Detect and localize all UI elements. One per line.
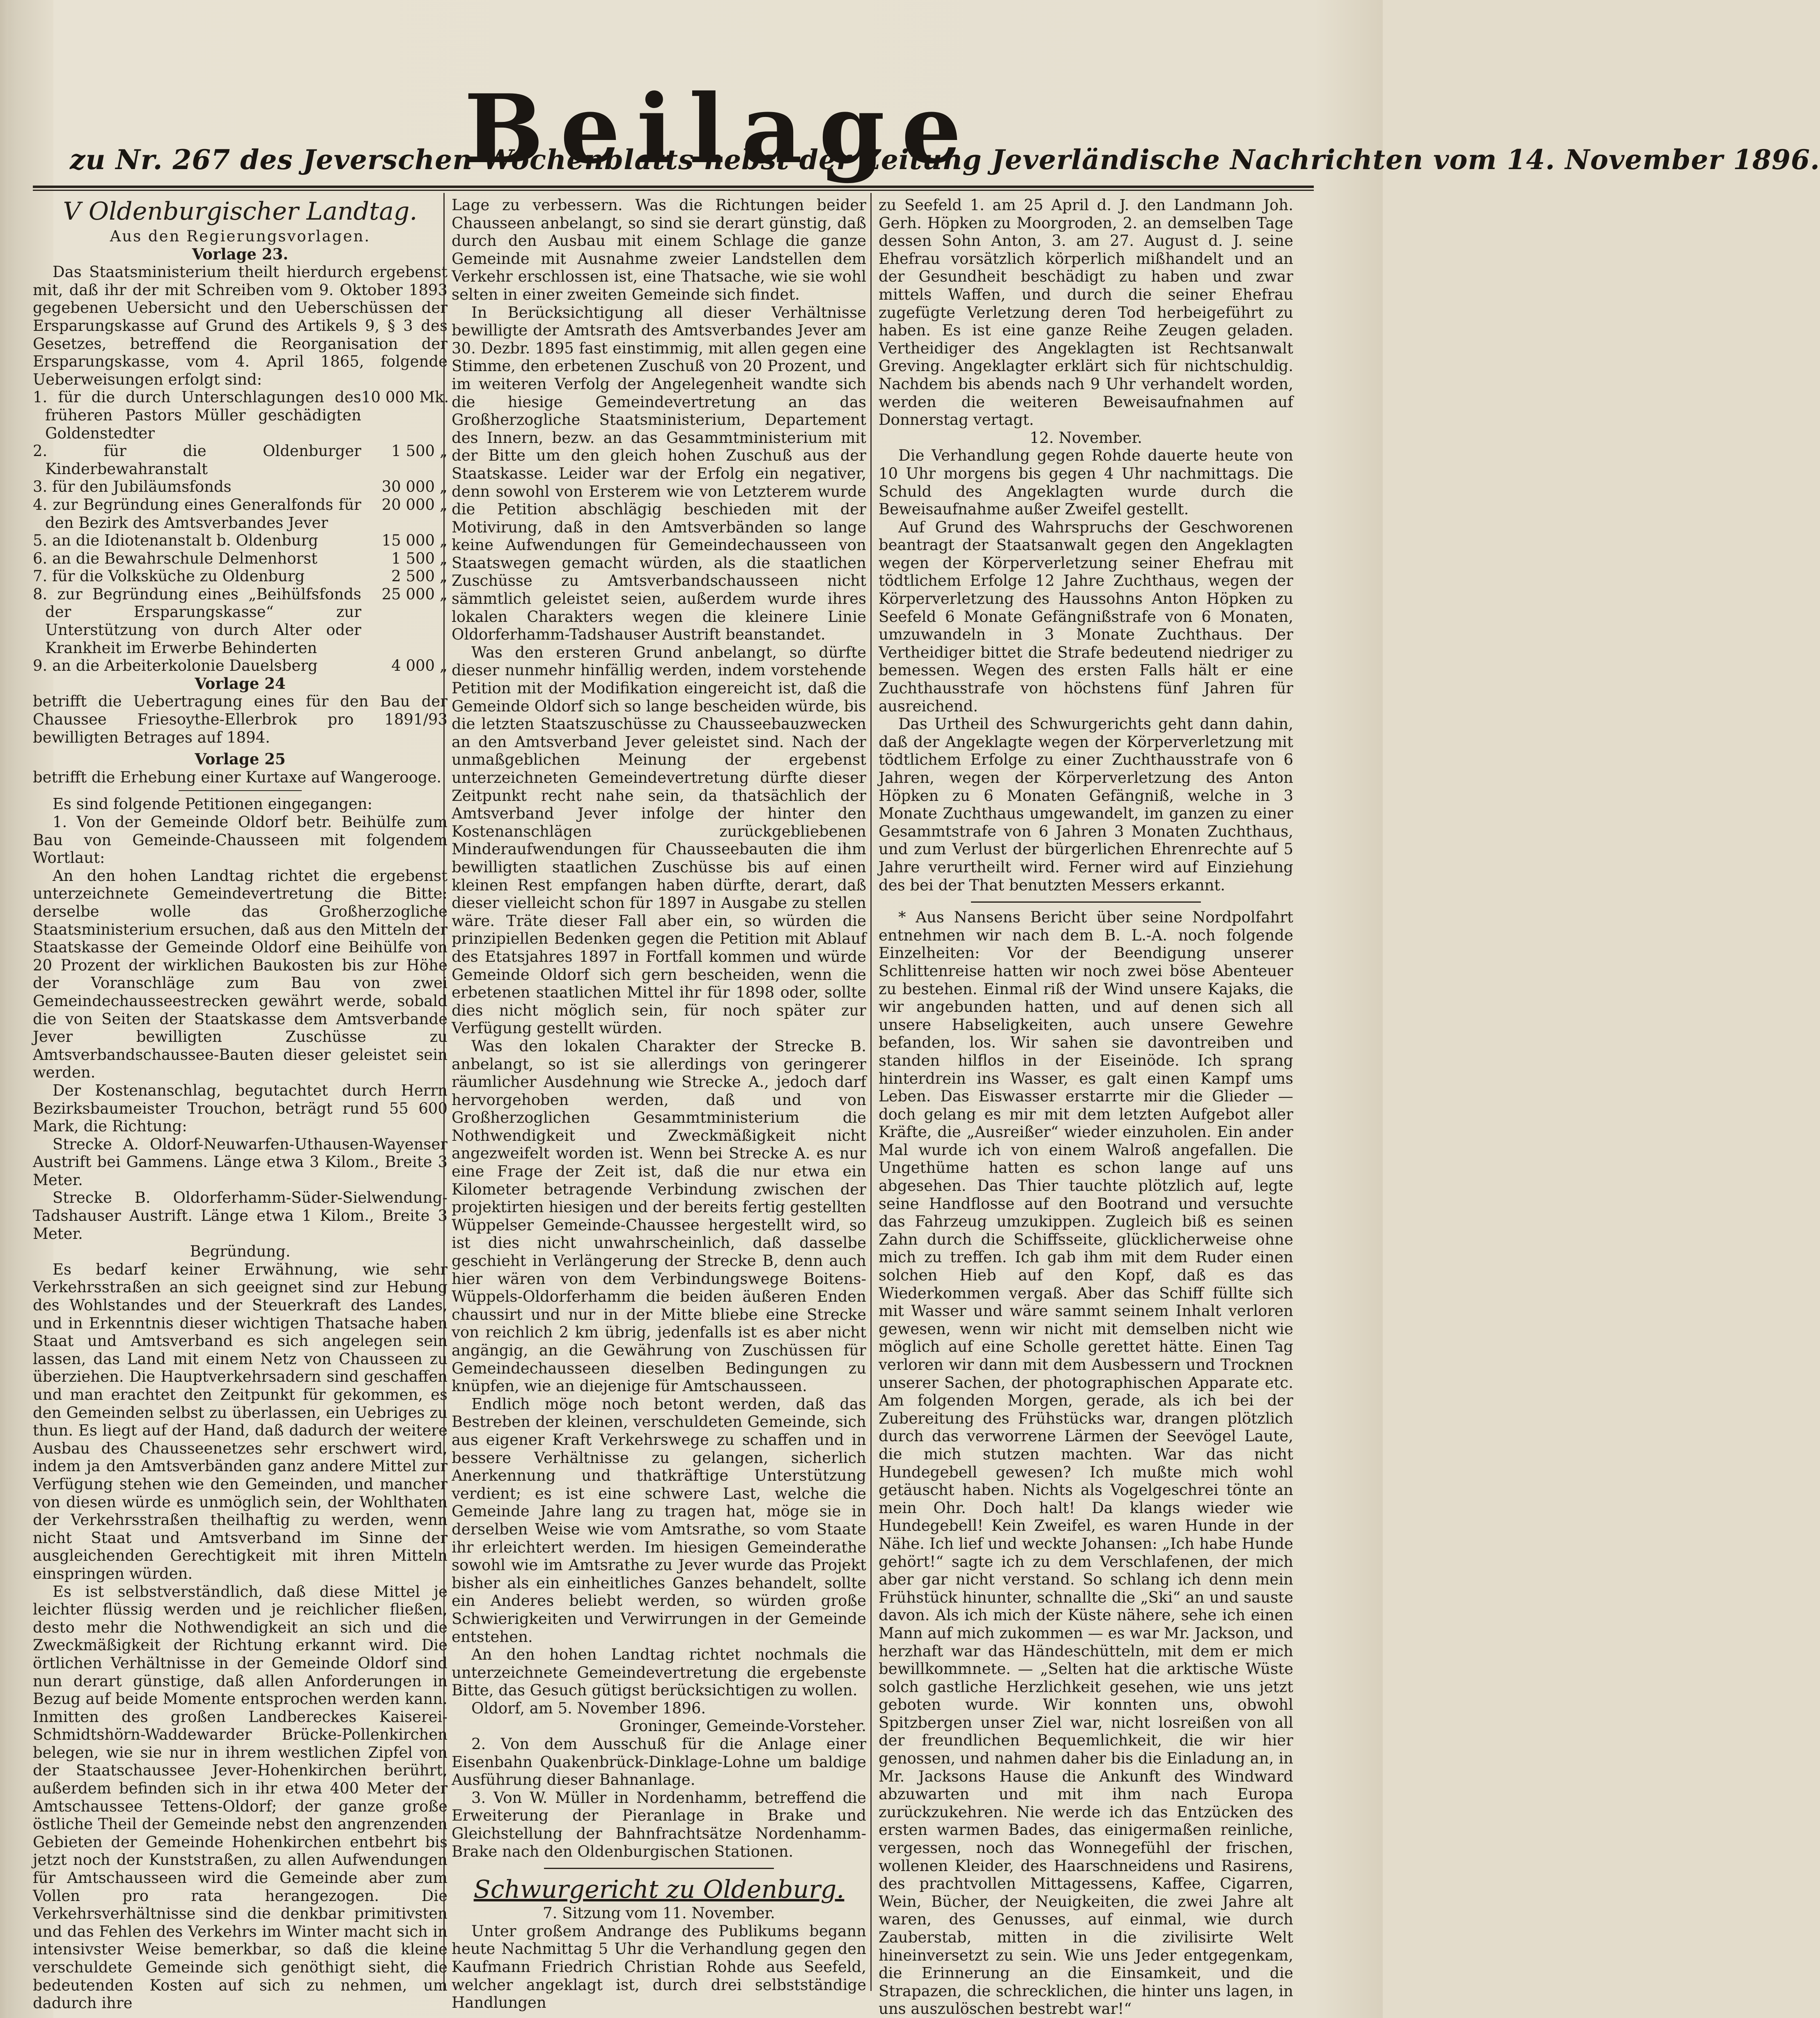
paragraph: Was den ersteren Grund anbelangt, so dürfte dieser nunmehr hinfällig werden, indem vorstehende Petition mit der Modifikation eingereicht ist, daß die Gemeinde Oldorf sich so lange bescheiden würde, bis die letzten Staatszuschüsse zu Chausseebauzwecken an den Amtsverband Jever geleistet sind. Nach der unmaßgeblichen Meinung der ergebenst unterzeichneten Gemeindevertretung dürfte dieser Zeitpunkt recht nahe sein, da thatsächlich der Amtsverband Jever infolge der hinter den Kostenanschlägen zurückgebliebenen Minderaufwendungen für Chausseebauten die ihm bewilligten staatlichen Zuschüsse bis auf einen kleinen Rest empfangen haben dürfte, derart, daß dieser vielleicht schon für 1897 in Ausgabe zu stellen wäre. Träte dieser Fall aber ein, so würden die prinzipiellen Bedenken gegen die Petition mit Ablauf des Etatsjahres 1897 in Fortfall kommen und würde Gemeinde Oldorf sich gern bescheiden, wenn die erbetenen staatlichen Mittel ihr für 1898 oder, sollte dies nicht möglich sein, für noch später zur Verfügung gestellt würden. bbox=[452, 643, 866, 1037]
divider bbox=[971, 901, 1201, 903]
paragraph: An den hohen Landtag richtet nochmals die unterzeichnete Gemeindevertretung die ergebenste Bitte, das Gesuch gütigst berücksichtigen zu wollen. bbox=[452, 1646, 866, 1699]
masthead-title: Beilage bbox=[464, 74, 978, 185]
header-rule bbox=[33, 186, 1314, 188]
paragraph: In Berücksichtigung all dieser Verhältnisse bewilligte der Amtsrath des Amtsverbandes Jever am 30. Dezbr. 1895 fast einstimmig, mit allen gegen eine Stimme, den erbetenen Zuschuß von 20 Prozent, und im weiteren Verfolg der Angelegenheit wandte sich die hiesige Gemeindevertretung an das Großherzogliche Staatsministerium, Departement des Innern, bezw. an das Gesammtministerium mit der Bitte um den gleich hohen Zuschuß aus der Staatskasse. Leider war der Erfolg ein negativer, denn sowohl von Ersterem wie von Letzterem wurde die Petition abschlägig beschieden mit der Motivirung, daß in den Amtsverbänden so lange keine Aufwendungen für Gemeindechausseen von Staatswegen gemacht würden, als die staatlichen Zuschüsse zu Amtsverbandschausseen nicht sämmtlich geleistet seien, außerdem wurde ihres lokalen Charakters wegen die kleinere Linie Oldorferhamm-Tadshauser Austrift beanstandet. bbox=[452, 303, 866, 644]
list-item: 4. zur Begründung eines Generalfonds für den Bezirk des Amtsverbandes Jever 20 000 „ bbox=[33, 495, 448, 532]
petition-2: 2. Von dem Ausschuß für die Anlage einer Eisenbahn Quakenbrück-Dinklage-Lohne um baldige Ausführung dieser Bahnanlage. bbox=[452, 1735, 866, 1789]
route-a: Strecke A. Oldorf-Neuwarfen-Uthausen-Wayenser Austrift bei Gammens. Länge etwa 3 Kilom., Breite 3 Meter. bbox=[33, 1135, 448, 1189]
list-item: 2. für die Oldenburger Kinderbewahranstalt 1 500 „ bbox=[33, 442, 448, 478]
divider bbox=[544, 1868, 774, 1869]
justification-title: Begründung. bbox=[190, 1243, 291, 1261]
petitions-intro: Es sind folgende Petitionen eingegangen: bbox=[53, 795, 373, 813]
paragraph: Lage zu verbessern. Was die Richtungen beider Chausseen anbelangt, so sind sie derart günstig, daß durch den Ausbau mit einem Schlage die ganze Gemeinde mit Ausnahme zweier Landstellen dem Verkehr erschlossen ist, eine Thatsache, wie sie wohl selten in einer zweiten Gemeinde sich findet. bbox=[452, 196, 866, 303]
vorlage-23-title: Vorlage 23. bbox=[192, 245, 289, 263]
vorlage-25-text: betrifft die Erhebung einer Kurtaxe auf Wangerooge. bbox=[33, 768, 442, 786]
paragraph: Was den lokalen Charakter der Strecke B. anbelangt, so ist sie allerdings von geringerer räumlicher Ausdehnung wie Strecke A., jedoch darf hervorgehoben werden, daß und von Großherzoglichen Gesammtministerium die Nothwendigkeit und Zweckmäßigkeit nicht angezweifelt worden ist. Wenn bei Strecke A. es nur eine Frage der Zeit ist, daß die nur etwa ein Kilometer betragende Verbindung zwischen der projektirten hiesigen und der bereits fertig gestellten Wüppelser Gemeinde-Chaussee hergestellt wird, so ist dies nicht unwahrscheinlich, daß dasselbe geschieht in Verlängerung der Strecke B, denn auch hier wären von dem Verbindungswege Boitens-Wüppels-Oldorferhamm die beiden äußeren Enden chaussirt und nur in der Mitte bliebe eine Strecke von reichlich 2 km übrig, jedenfalls ist es aber nicht angängig, an die Gewährung von Zuschüssen für Gemeindechausseen dieselben Bedingungen zu knüpfen, wie an diejenige für Amtschausseen. bbox=[452, 1037, 866, 1395]
list-item: 8. zur Begründung eines „Beihülfsfonds der Ersparungskasse“ zur Unterstützung von durch Alter oder Krankheit im Erwerbe Behinderten 25 000 „ bbox=[33, 585, 448, 657]
justification-text: Es bedarf keiner Erwähnung, wie sehr Verkehrsstraßen an sich geeignet sind zur Hebung des Wohlstandes und der Steuerkraft des Landes, und in Erkenntnis dieser wichtigen Thatsache haben Staat und Amtsverband es sich angelegen sein lassen, das Land mit einem Netz von Chausseen zu überziehen. Die Hauptverkehrsadern sind geschaffen und man erachtet den Zeitpunkt für gekommen, es den Gemeinden selbst zu überlassen, ein Uebriges zu thun. Es liegt auf der Hand, daß dadurch der weitere Ausbau des Chausseenetzes sehr erschwert wird, indem ja den Amtsverbänden ganz andere Mittel zur Verfügung stehen wie den Gemeinden, und mancher von diesen würde es unmöglich sein, der Wohlthaten der Verkehrsstraßen theilhaftig zu werden, wenn nicht Staat und Amtsverband im Sinne der ausgleichenden Gerechtigkeit mit ihren Mitteln einspringen würden. bbox=[33, 1260, 448, 1582]
list-item: 3. für den Jubiläumsfonds 30 000 „ bbox=[33, 478, 448, 496]
paragraph: Auf Grund des Wahrspruchs der Geschworenen beantragt der Staatsanwalt gegen den Angeklagten wegen der Körperverletzung seiner Ehefrau mit tödtlichem Erfolge 12 Jahre Zuchthaus, wegen der Körperverletzung des Haussohns Anton Höpken zu Seefeld 6 Monate Gefängnißstrafe von 6 Monaten, umzuwandeln in 3 Monate Zuchthaus. Der Vertheidiger bittet die Strafe bedeutend niedriger zu bemessen. Wegen des ersten Falls hält er eine Zuchthausstrafe von höchstens fünf Jahren für ausreichend. bbox=[879, 518, 1293, 715]
petition-1-text: An den hohen Landtag richtet die ergebenst unterzeichnete Gemeindevertretung die Bitte: derselbe wolle das Großherzogliche Staatsministerium ersuchen, daß aus den Mitteln der Staatskasse der Gemeinde Oldorf eine Beihülfe von 20 Prozent der wirklichen Baukosten bis zur Höhe der Voranschläge zum Bau von zwei Gemeindechausseestrecken gewährt werde, sobald die von Seiten der Staatskasse dem Amtsverbande Jever bewilligten Zuschüsse zu Amtsverbandschaussee-Bauten dieser geleistet sein werden. bbox=[33, 867, 448, 1082]
list-item: 5. an die Idiotenanstalt b. Oldenburg 15 000 „ bbox=[33, 532, 448, 550]
court-heading: Schwurgericht zu Oldenburg. bbox=[473, 1875, 845, 1904]
nansen-report: * Aus Nansens Bericht über seine Nordpolfahrt entnehmen wir nach dem B. L.-A. noch folgende Einzelheiten: Vor der Beendigung unserer Schlittenreise hatten wir noch zwei böse Abenteuer zu bestehen. Einmal riß der Wind unsere Kajaks, die wir angebunden hatten, und auf denen sich all unsere Habseligkeiten, auch unsere Gewehre befanden, los. Wir sahen sie davontreiben und standen hilflos in der Eiseinöde. Ich sprang hinterdrein ins Wasser, es galt einen Kampf ums Leben. Das Eiswasser erstarrte mir die Glieder — doch gelang es mir mit dem letzten Aufgebot aller Kräfte, die „Ausreißer“ wieder einzuholen. Ein ander Mal wurde ich von einem Walroß angefallen. Die Ungethüme hatten es schon lange auf uns abgesehen. Das Thier tauchte plötzlich auf, legte seine Handflosse auf den Bootrand und versuchte das Fahrzeug umzukippen. Zugleich biß es seinen Zahn durch die Schiffsseite, glücklicherweise ohne mich zu treffen. Ich gab ihm mit dem Ruder einen solchen Hieb auf den Kopf, daß es das Wiederkommen vergaß. Aber das Schiff füllte sich mit Wasser und wäre sammt seinem Inhalt verloren gewesen, wenn wir nicht mit demselben nicht wie möglich auf eine Scholle gerettet hätte. Einen Tag verloren wir dann mit dem Ausbessern und Trocknen unserer Sachen, der photographischen Apparate etc. Am folgenden Morgen, gerade, als ich bei der Zubereitung des Frühstücks war, drangen plötzlich durch das verworrene Lärmen der Seevögel Laute, die mich stutzen machten. War das nicht Hundegebell gewesen? Ich mußte mich wohl getäuscht haben. Nichts als Vogelgeschrei tönte an mein Ohr. Doch halt! Da klangs wieder wie Hundegebell! Kein Zweifel, es waren Hunde in der Nähe. Ich lief und weckte Johansen: „Ich habe Hunde gehört!“ sagte ich zu dem Verschlafenen, der mich aber gar nicht verstand. So schlang ich denn mein Frühstück hinunter, schnallte die „Ski“ an und sauste davon. Als ich mich der Küste nähere, sehe ich einen Mann auf mich zukommen — es war Mr. Jackson, und herzhaft war das Händeschütteln, mit dem er mich bewillkommnete. — „Selten hat die arktische Wüste solch gastliche Herzlichkeit gesehen, wie uns jetzt geboten wurde. Wir konnten uns, obwohl Spitzbergen unser Ziel war, nicht losreißen von all der freundlichen Bequemlichkeit, die wir hier genossen, und nahmen daher bis die Einladung an, in Mr. Jacksons Hause die Ankunft des Windward abzuwarten und mit ihm nach Europa zurückzukehren. Nie werde ich das Entzücken des ersten warmen Bades, das einigermaßen reinliche, vergessen, noch das Wonnegefühl der frischen, wollenen Kleider, des Haarschneidens und Rasirens, des prachtvollen Mittagessens, Kaffee, Cigarren, Wein, Bücher, der Neuigkeiten, die zwei Jahre alt waren, des Genusses, auf einmal, wie durch Zauberstab, mitten in die zivilisirte Welt hineinversetzt zu sein. Wie uns Jeder entgegenkam, die Erinnerung an die Einsamkeit, und die Strapazen, die schrecklichen, die hinter uns lagen, in uns auszulöschen bestrebt war!“ bbox=[879, 908, 1293, 2018]
vorlage-24-text: betrifft die Uebertragung eines für den Bau der Chaussee Friesoythe-Ellerbrok pro 1891/93 bewilligten Betrages auf 1894. bbox=[33, 693, 448, 746]
list-item: 1. für die durch Unterschlagungen des früheren Pastors Müller geschädigten Goldenstedter 10 000 Mk. bbox=[33, 388, 449, 442]
column-1 bbox=[33, 196, 448, 2012]
paragraph: Endlich möge noch betont werden, daß das Bestreben der kleinen, verschuldeten Gemeinde, sich aus eigener Kraft Verkehrswege zu schaffen und in bessere Verhältnisse zu gelangen, sicherlich Anerkennung und thatkräftige Unterstützung verdient; es ist eine schwere Last, welche die Gemeinde Jahre lang zu tragen hat, möge sie in derselben Weise wie vom Amtsrathe, so vom Staate ihr erleichtert werden. Im hiesigen Gemeinderathe sowohl wie im Amtsrathe zu Jever wurde das Projekt bisher als ein einheitliches Ganzes behandelt, sollte ein Anderes beliebt werden, so würden große Schwierigkeiten und Verwirrungen in der Gemeinde entstehen. bbox=[452, 1395, 866, 1646]
masthead-subtitle: zu Nr. 267 des Jeverschen Wochenblatts nebst der Zeitung Jeverländische Nachrichten vom 14. November 1896. bbox=[70, 144, 1820, 176]
list-item: 9. an die Arbeiterkolonie Dauelsberg 4 000 „ bbox=[33, 657, 448, 675]
vorlage-23-text: Das Staatsministerium theilt hierdurch ergebenst mit, daß ihr der mit Schreiben vom 9. Oktober 1893 gegebenen Uebersicht und den Ueberschüssen der Ersparungskasse auf Grund des Artikels 9, § 3 des Gesetzes, betreffend die Reorganisation der Ersparungskasse, vom 4. April 1865, folgende Ueberweisungen erfolgt sind: bbox=[33, 263, 448, 388]
court-session: 7. Sitzung vom 11. November. bbox=[543, 1904, 775, 1922]
list-item: 7. für die Volksküche zu Oldenburg 2 500 „ bbox=[33, 567, 448, 585]
paragraph: zu Seefeld 1. am 25 April d. J. den Landmann Joh. Gerh. Höpken zu Moorgroden, 2. an demselben Tage dessen Sohn Anton, 3. am 27. August d. J. seine Ehefrau vorsätzlich körperlich mißhandelt und an der Gesundheit beschädigt zu haben und zwar mittels Waffen, und durch die seiner Ehefrau zugefügte Verletzung deren Tod herbeigeführt zu haben. Es ist eine ganze Reihe Zeugen geladen. Vertheidiger des Angeklagten ist Rechtsanwalt Greving. Angeklagter erklärt sich für nichtschuldig. Nachdem bis abends nach 9 Uhr verhandelt worden, werden die weiteren Beweisaufnahmen auf Donnerstag vertagt. bbox=[879, 196, 1293, 429]
petition-1-title: 1. Von der Gemeinde Oldorf betr. Beihülfe zum Bau von Gemeinde-Chausseen mit folgendem Wortlaut: bbox=[33, 813, 448, 867]
column-divider bbox=[870, 193, 872, 1991]
divider bbox=[179, 790, 302, 791]
list-item: 6. an die Bewahrschule Delmenhorst 1 500 „ bbox=[33, 549, 448, 567]
paragraph: Die Verhandlung gegen Rohde dauerte heute von 10 Uhr morgens bis gegen 4 Uhr nachmittags. Die Schuld des Angeklagten wurde durch die Beweisaufnahme außer Zweifel gestellt. bbox=[879, 447, 1293, 518]
signature-name: Groninger, Gemeinde-Vorsteher. bbox=[619, 1717, 866, 1735]
justification-text-2: Es ist selbstverständlich, daß diese Mittel je leichter flüssig werden und je reichlicher fließen, desto mehr die Nothwendigkeit an sich und die Zweckmäßigkeit der Richtung erkannt wird. Die örtlichen Verhältnisse in der Gemeinde Oldorf sind nun derart günstige, daß allen Anforderungen in Bezug auf beide Momente entsprochen werden kann. Inmitten des großen Landbereckes Kaiserei-Schmidtshörn-Waddewarder Brücke-Pollenkirchen belegen, wie sie nur in ihrem westlichen Zipfel von der Staatschaussee Jever-Hohenkirchen berührt, außerdem befinden sich in ihr etwa 400 Meter der Amtschaussee Tettens-Oldorf; der ganze große östliche Theil der Gemeinde nebst den angrenzenden Gebieten der Gemeinde Hohenkirchen entbehrt bis jetzt noch der Kunststraßen, zu allen Aufwendungen für Amtschausseen wird die Gemeinde aber zum Vollen pro rata herangezogen. Die Verkehrsverhältnisse sind die denkbar primitivsten und das Fehlen des Verkehrs im Winter macht sich in intensivster Weise bemerkbar, so daß die kleine verschuldete Gemeinde sich genöthigt sieht, die bedeutenden Kosten auf sich zu nehmen, um dadurch ihre bbox=[33, 1582, 448, 2012]
section-heading: V Oldenburgischer Landtag. bbox=[63, 197, 418, 226]
cost-estimate: Der Kostenanschlag, begutachtet durch Herrn Bezirksbaumeister Trouchon, beträgt rund 55 600 Mark, die Richtung: bbox=[33, 1081, 448, 1135]
vorlage-24-title: Vorlage 24 bbox=[195, 674, 286, 693]
header-rule-thin bbox=[33, 190, 1314, 191]
column-2 bbox=[452, 196, 866, 2012]
date-heading: 12. November. bbox=[1029, 429, 1143, 447]
court-text: Unter großem Andrange des Publikums begann heute Nachmittag 5 Uhr die Verhandlung gegen den Kaufmann Friedrich Christian Rohde aus Seefeld, welcher angeklagt ist, durch drei selbstständige Handlungen bbox=[452, 1922, 866, 2012]
column-3 bbox=[879, 196, 1293, 2018]
petition-3: 3. Von W. Müller in Nordenhamm, betreffend die Erweiterung der Pieranlage in Brake und Gleichstellung der Bahnfrachtsätze Nordenhamm-Brake nach den Oldenburgischen Stationen. bbox=[452, 1789, 866, 1860]
allocation-list bbox=[33, 388, 448, 675]
section-subheading: Aus den Regierungsvorlagen. bbox=[110, 227, 371, 245]
signature-place: Oldorf, am 5. November 1896. bbox=[471, 1699, 706, 1717]
vorlage-25-title: Vorlage 25 bbox=[195, 750, 286, 768]
paragraph: Das Urtheil des Schwurgerichts geht dann dahin, daß der Angeklagte wegen der Körperverletzung mit tödtlichem Erfolge zu einer Zuchthausstrafe von 6 Jahren, wegen der Körperverletzung des Anton Höpken zu 6 Monaten Gefängniß, welche in 3 Monate Zuchthaus umgewandelt, im ganzen zu einer Gesammtstrafe von 6 Jahren 3 Monaten Zuchthaus, und zum Verlust der bürgerlichen Ehrenrechte auf 5 Jahre verurtheilt wird. Ferner wird auf Einziehung des bei der That benutzten Messers erkannt. bbox=[879, 715, 1293, 894]
route-b: Strecke B. Oldorferhamm-Süder-Sielwendung-Tadshauser Austrift. Länge etwa 1 Kilom., Breite 3 Meter. bbox=[33, 1189, 448, 1243]
